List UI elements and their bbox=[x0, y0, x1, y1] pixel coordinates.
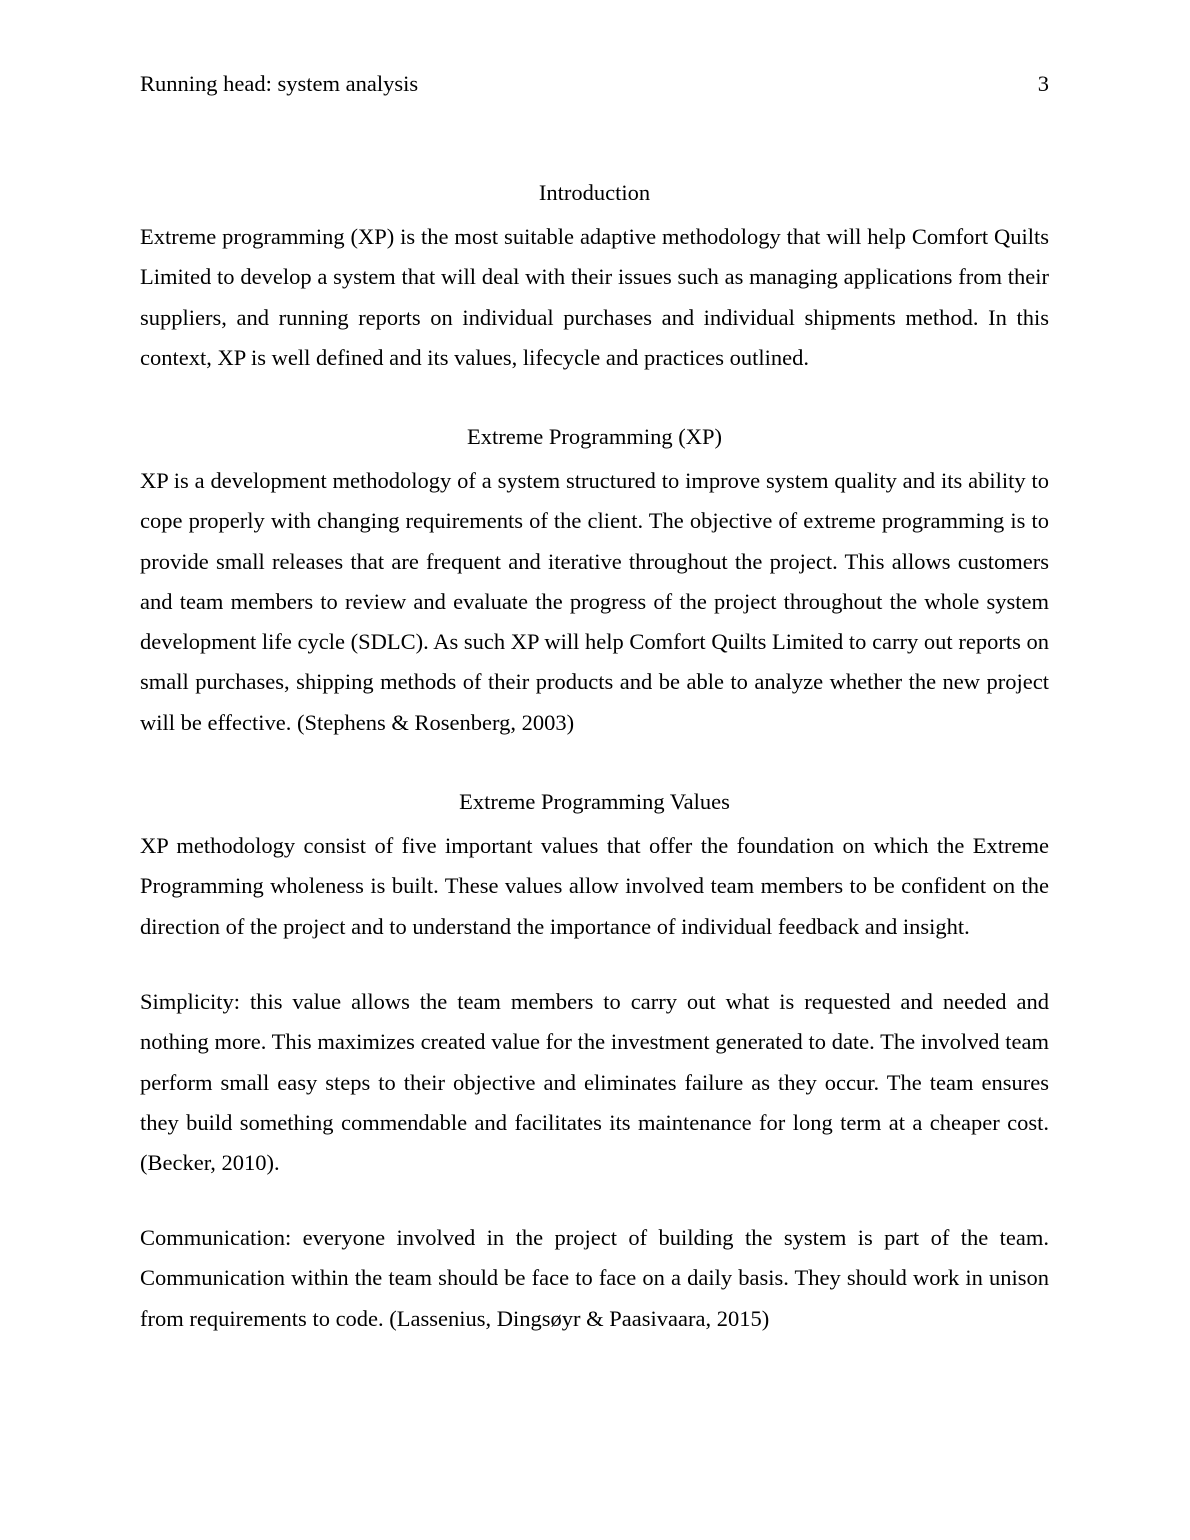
heading-xp-values: Extreme Programming Values bbox=[459, 789, 730, 814]
heading-introduction: Introduction bbox=[538, 180, 651, 205]
document-page bbox=[140, 0, 1049, 1540]
heading-extreme-programming: Extreme Programming (XP) bbox=[467, 424, 722, 449]
page-number: 3 bbox=[1037, 71, 1049, 96]
paragraph-extreme-programming: XP is a development methodology of a system structured to improve system quality and its ability to cope properly with changing requirements of the client. The objective of extreme programming is to provide small releases that are frequent and iterative throughout the project. This allows customers and team members to review and evaluate the progress of the project throughout the whole system development life cycle (SDLC). As such XP will help Comfort Quilts Limited to carry out reports on small purchases, shipping methods of their products and be able to analyze whether the new project will be effective. (Stephens & Rosenberg, 2003) bbox=[140, 468, 1049, 735]
paragraph-communication: Communication: everyone involved in the project of building the system is part of the team. Communication within the team should be face to face on a daily basis. They should work in unison from requirements to code. (Lassenius, Dingsøyr & Paasivaara, 2015) bbox=[140, 1225, 1049, 1331]
paragraph-introduction: Extreme programming (XP) is the most suitable adaptive methodology that will help Comfort Quilts Limited to develop a system that will deal with their issues such as managing applications from their suppliers, and running reports on individual purchases and individual shipments method. In this context, XP is well defined and its values, lifecycle and practices outlined. bbox=[140, 224, 1049, 370]
paragraph-xp-values: XP methodology consist of five important values that offer the foundation on which the Extreme Programming wholeness is built. These values allow involved team members to be confident on the direction of the project and to understand the importance of individual feedback and insight. bbox=[140, 833, 1049, 939]
page-header bbox=[140, 70, 1049, 98]
paragraph-simplicity: Simplicity: this value allows the team members to carry out what is requested and needed and nothing more. This maximizes created value for the investment generated to date. The involved team perform small easy steps to their objective and eliminates failure as they occur. The team ensures they build something commendable and facilitates its maintenance for long term at a cheaper cost. (Becker, 2010). bbox=[140, 989, 1049, 1176]
running-head: Running head: system analysis bbox=[140, 71, 419, 96]
